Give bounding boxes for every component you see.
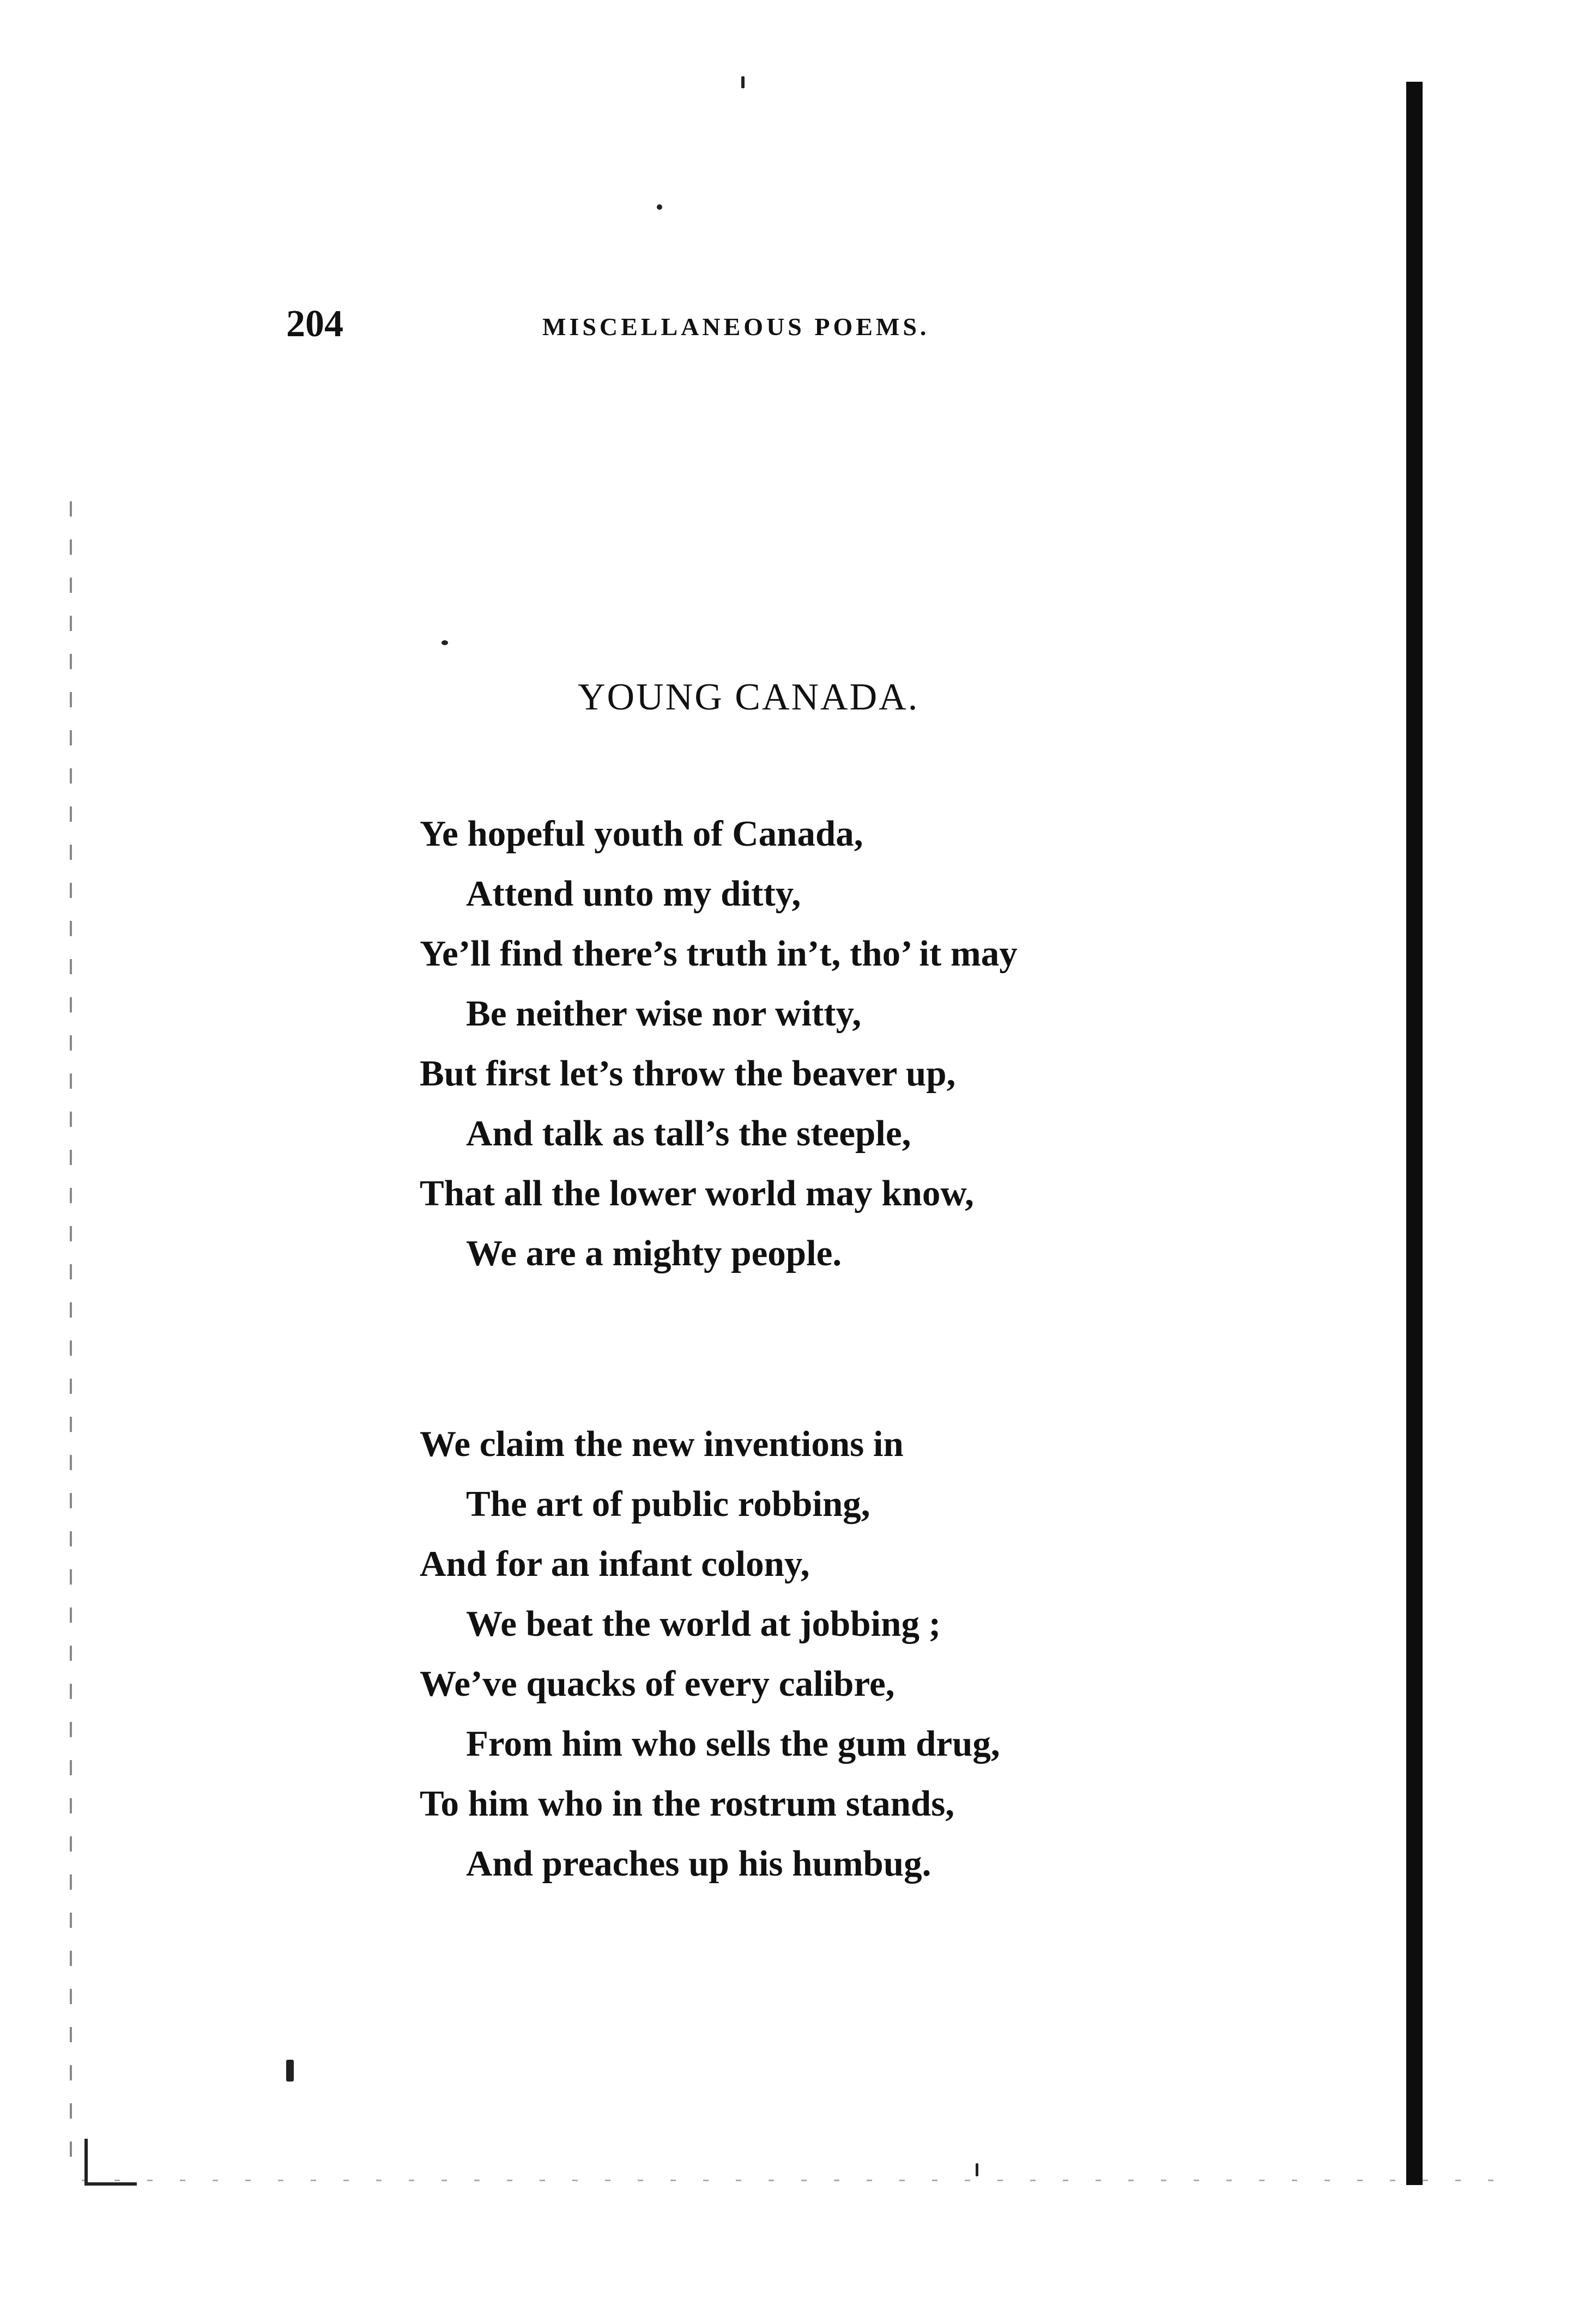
poem-line: Ye’ll find there’s truth in’t, tho’ it may — [420, 933, 1018, 974]
ink-speck — [441, 640, 448, 645]
poem-line: That all the lower world may know, — [420, 1173, 974, 1213]
ink-speck — [976, 2163, 978, 2176]
ink-speck — [286, 2060, 294, 2082]
poem-line: And for an infant colony, — [420, 1544, 810, 1584]
poem-line: Attend unto my ditty, — [466, 873, 801, 914]
poem-line: We are a mighty people. — [466, 1233, 842, 1273]
poem-line: We beat the world at jobbing ; — [466, 1604, 941, 1644]
poem-line: Ye hopeful youth of Canada, — [420, 814, 863, 854]
ink-speck — [657, 204, 662, 210]
poem-line: To him who in the rostrum stands, — [420, 1783, 955, 1824]
poem-line: The art of public robbing, — [466, 1484, 870, 1524]
poem-line: But first let’s throw the beaver up, — [420, 1053, 956, 1094]
stanza-2 — [420, 1414, 1000, 1894]
poem-line: And talk as tall’s the steeple, — [466, 1113, 911, 1154]
poem-line: We’ve quacks of every calibre, — [420, 1664, 895, 1704]
left-margin-marks — [70, 501, 72, 2163]
stanza-1 — [420, 804, 1018, 1283]
corner-mark — [84, 2139, 137, 2186]
poem-line: And preaches up his humbug. — [466, 1843, 931, 1884]
bottom-margin-marks — [82, 2180, 1499, 2181]
poem-line: We claim the new inventions in — [420, 1424, 904, 1464]
page-number: 204 — [286, 303, 343, 345]
poem-title: YOUNG CANADA. — [578, 676, 919, 718]
running-head: MISCELLANEOUS POEMS. — [542, 313, 930, 341]
page-binding-edge — [1406, 82, 1423, 2185]
ink-speck — [741, 76, 745, 88]
poem-line: From him who sells the gum drug, — [466, 1724, 1000, 1764]
page-header — [286, 302, 995, 346]
poem-line: Be neither wise nor witty, — [466, 993, 862, 1034]
